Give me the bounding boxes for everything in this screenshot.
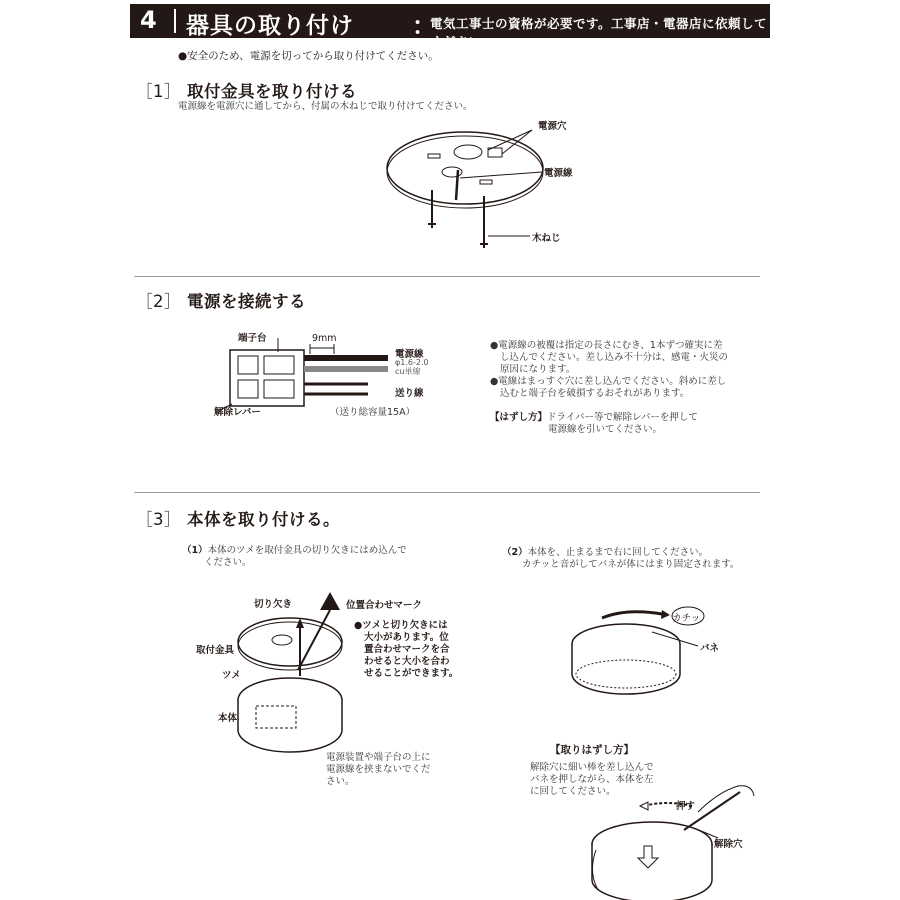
substep1-text (182, 545, 407, 569)
step1-heading (136, 78, 357, 102)
alignment-note-line4: わせると大小を合わ (364, 656, 450, 667)
label-wood-screw: 木ねじ (532, 233, 561, 244)
substep1-line2: ください。 (204, 557, 252, 568)
substep1-line1: 本体のツメを取付金具の切り欠きにはめ込んで (207, 545, 407, 556)
removal-line2: 電源線を引いてください。 (548, 424, 663, 435)
step2-heading (136, 288, 306, 312)
bullet2-line1: ●電線はまっすぐ穴に差し込んでください。斜めに差し (490, 376, 727, 387)
section-title: 器具の取り付け (186, 13, 354, 39)
body-attach-illustration (230, 590, 350, 770)
label-release-lever: 解除レバー (214, 407, 261, 418)
step2-number: ［2］ (136, 292, 181, 311)
label-power-wire-2: 電源線 (395, 349, 424, 360)
step2-removal (490, 412, 698, 436)
label-body: 本体 (218, 713, 238, 724)
label-alignment-mark: 位置合わせマーク (346, 600, 423, 611)
substep1-number: （1） (182, 545, 208, 556)
step3-heading (136, 506, 340, 530)
label-feed-wire: 送り線 (395, 388, 424, 399)
section-header (130, 4, 770, 49)
step3-number: ［3］ (136, 510, 181, 529)
bullet1-line3: 原因になります。 (500, 364, 576, 375)
label-capacity: （送り総容量15A） (330, 407, 416, 418)
alignment-note (354, 620, 458, 680)
label-push: 押す (676, 801, 696, 812)
caution-line2: 電源線を挟まないでくだ (326, 764, 431, 775)
section-colon: ： (412, 12, 436, 40)
bullet2-line2: 込むと端子台を破損するおそれがあります。 (500, 388, 690, 399)
step3-title: 本体を取り付ける。 (187, 510, 340, 529)
substep2-line2: カチッと音がしてバネが体にはまり固定されます。 (522, 559, 740, 570)
removal-instr-line3: に回してください。 (530, 786, 616, 797)
caution-line3: さい。 (326, 776, 355, 787)
removal-label: 【はずし方】 (490, 412, 548, 423)
divider-1 (134, 276, 760, 277)
removal-title: 【取りはずし方】 (550, 744, 634, 756)
bullet1-line1: ●電源線の被覆は指定の長さにむき、1本ずつ確実に差 (490, 340, 723, 351)
step1-title: 取付金具を取り付ける (187, 82, 357, 101)
divider-2 (134, 492, 760, 493)
label-power-wire: 電源線 (544, 168, 573, 179)
section-number: 4 (140, 6, 157, 34)
caution-line1: 電源装置や端子台の上に (326, 752, 431, 763)
removal-line1: ドライバー等で解除レバーを押して (547, 412, 698, 423)
removal-instr-line1: 解除穴に細い棒を差し込んで (530, 762, 654, 773)
substep2-line1: 本体を、止まるまで右に回してください。 (527, 547, 709, 558)
step1-description: 電源線を電源穴に通してから、付属の木ねじで取り付けてください。 (178, 101, 473, 112)
label-strip-length: 9mm (312, 333, 337, 344)
substep2-number: （2） (502, 547, 528, 558)
alignment-note-line2: 大小があります。位 (364, 632, 449, 643)
label-click: カチッ (672, 613, 701, 624)
header-divider (174, 9, 176, 33)
substep2-text (502, 547, 739, 571)
section-subtitle: 電気工事士の資格が必要です。工事店・電器店に依頼してください。 (430, 16, 768, 49)
caution-note (326, 752, 431, 788)
label-wire-material: cu単線 (395, 367, 421, 376)
step2-title: 電源を接続する (187, 292, 306, 311)
label-claw: ツメ (222, 670, 241, 681)
removal-instr-line2: バネを押しながら、本体を左 (530, 774, 654, 785)
label-terminal-block: 端子台 (238, 333, 267, 344)
safety-note: ●安全のため、電源を切ってから取り付けてください。 (178, 50, 439, 62)
label-release-hole: 解除穴 (714, 839, 743, 850)
label-wire-diameter: φ1.6-2.0 (395, 358, 429, 367)
alignment-note-line1: ●ツメと切り欠きには (354, 620, 448, 631)
label-spring: バネ (700, 643, 720, 654)
step1-number: ［1］ (136, 82, 181, 101)
step2-instructions (490, 340, 728, 400)
alignment-note-line3: 置合わせマークを合 (364, 644, 450, 655)
alignment-note-line5: せることができます。 (364, 668, 459, 679)
label-mount-bracket: 取付金具 (196, 645, 235, 656)
label-notch: 切り欠き (254, 599, 293, 610)
label-power-hole: 電源穴 (538, 121, 567, 132)
bullet1-line2: し込んでください。差し込み不十分は、感電・火災の (500, 352, 729, 363)
